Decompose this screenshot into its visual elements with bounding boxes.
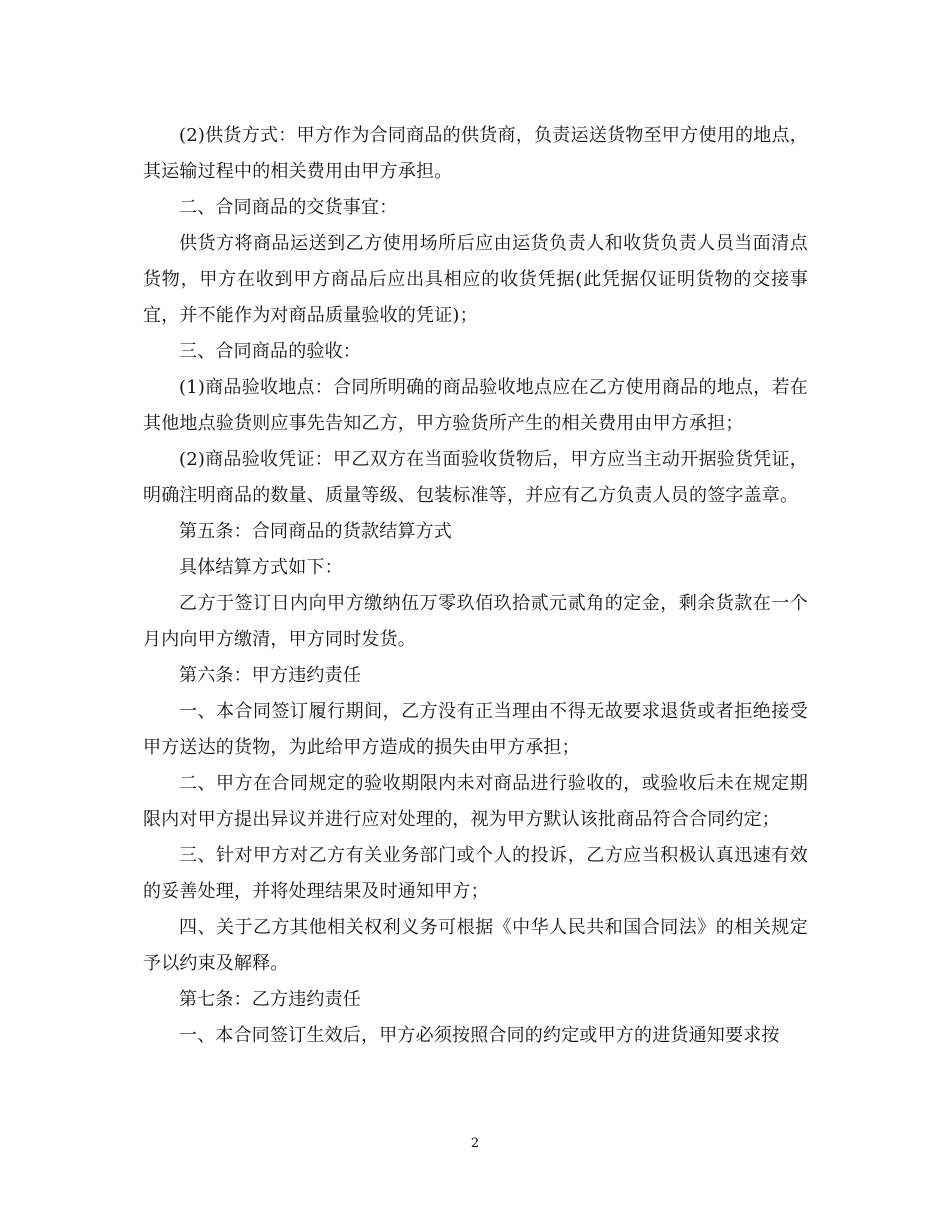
heading-article-seven: 第七条：乙方违约责任: [179, 989, 361, 1010]
document-body: [143, 118, 808, 1054]
heading-acceptance: 三、合同商品的验收：: [179, 341, 361, 362]
paragraph-supply-method: (2)供货方式：甲方作为合同商品的供货商，负责运送货物至甲方使用的地点，其运输过程中的相关费用由甲方承担。: [143, 125, 808, 182]
paragraph-party-a-liability-4: 四、关于乙方其他相关权利义务可根据《中华人民共和国合同法》的相关规定予以约束及解释。: [143, 917, 808, 974]
paragraph-party-a-liability-2: 二、甲方在合同规定的验收期限内未对商品进行验收的，或验收后未在规定期限内对甲方提出异议并进行应对处理的，视为甲方默认该批商品符合合同约定；: [143, 773, 808, 830]
paragraph-settlement-intro: 具体结算方式如下：: [179, 557, 343, 578]
heading-delivery-matters: 二、合同商品的交货事宜：: [179, 197, 398, 218]
paragraph-party-a-liability-1: 一、本合同签订履行期间，乙方没有正当理由不得无故要求退货或者拒绝接受甲方送达的货物，为此给甲方造成的损失由甲方承担；: [143, 701, 808, 758]
paragraph-acceptance-voucher: (2)商品验收凭证：甲乙双方在当面验收货物后，甲方应当主动开据验货凭证，明确注明商品的数量、质量等级、包装标准等，并应有乙方负责人员的签字盖章。: [143, 449, 808, 506]
paragraph-party-b-liability-1: 一、本合同签订生效后，甲方必须按照合同的约定或甲方的进货通知要求按: [179, 1025, 780, 1046]
paragraph-party-a-liability-3: 三、针对甲方对乙方有关业务部门或个人的投诉，乙方应当积极认真迅速有效的妥善处理，并将处理结果及时通知甲方；: [143, 845, 808, 902]
paragraph-acceptance-location: (1)商品验收地点：合同所明确的商品验收地点应在乙方使用商品的地点，若在其他地点验货则应事先告知乙方，甲方验货所产生的相关费用由甲方承担；: [143, 377, 808, 434]
heading-article-six: 第六条：甲方违约责任: [179, 665, 361, 686]
paragraph-delivery-details: 供货方将商品运送到乙方使用场所后应由运货负责人和收货负责人员当面清点货物，甲方在收到甲方商品后应出具相应的收货凭据(此凭据仅证明货物的交接事宜，并不能作为对商品质量验收的凭证)；: [143, 233, 808, 326]
heading-article-five: 第五条：合同商品的货款结算方式: [179, 521, 452, 542]
page-number: 2: [470, 1136, 480, 1151]
paragraph-settlement-details: 乙方于签订日内向甲方缴纳伍万零玖佰玖拾贰元贰角的定金，剩余货款在一个月内向甲方缴清，甲方同时发货。: [143, 593, 808, 650]
